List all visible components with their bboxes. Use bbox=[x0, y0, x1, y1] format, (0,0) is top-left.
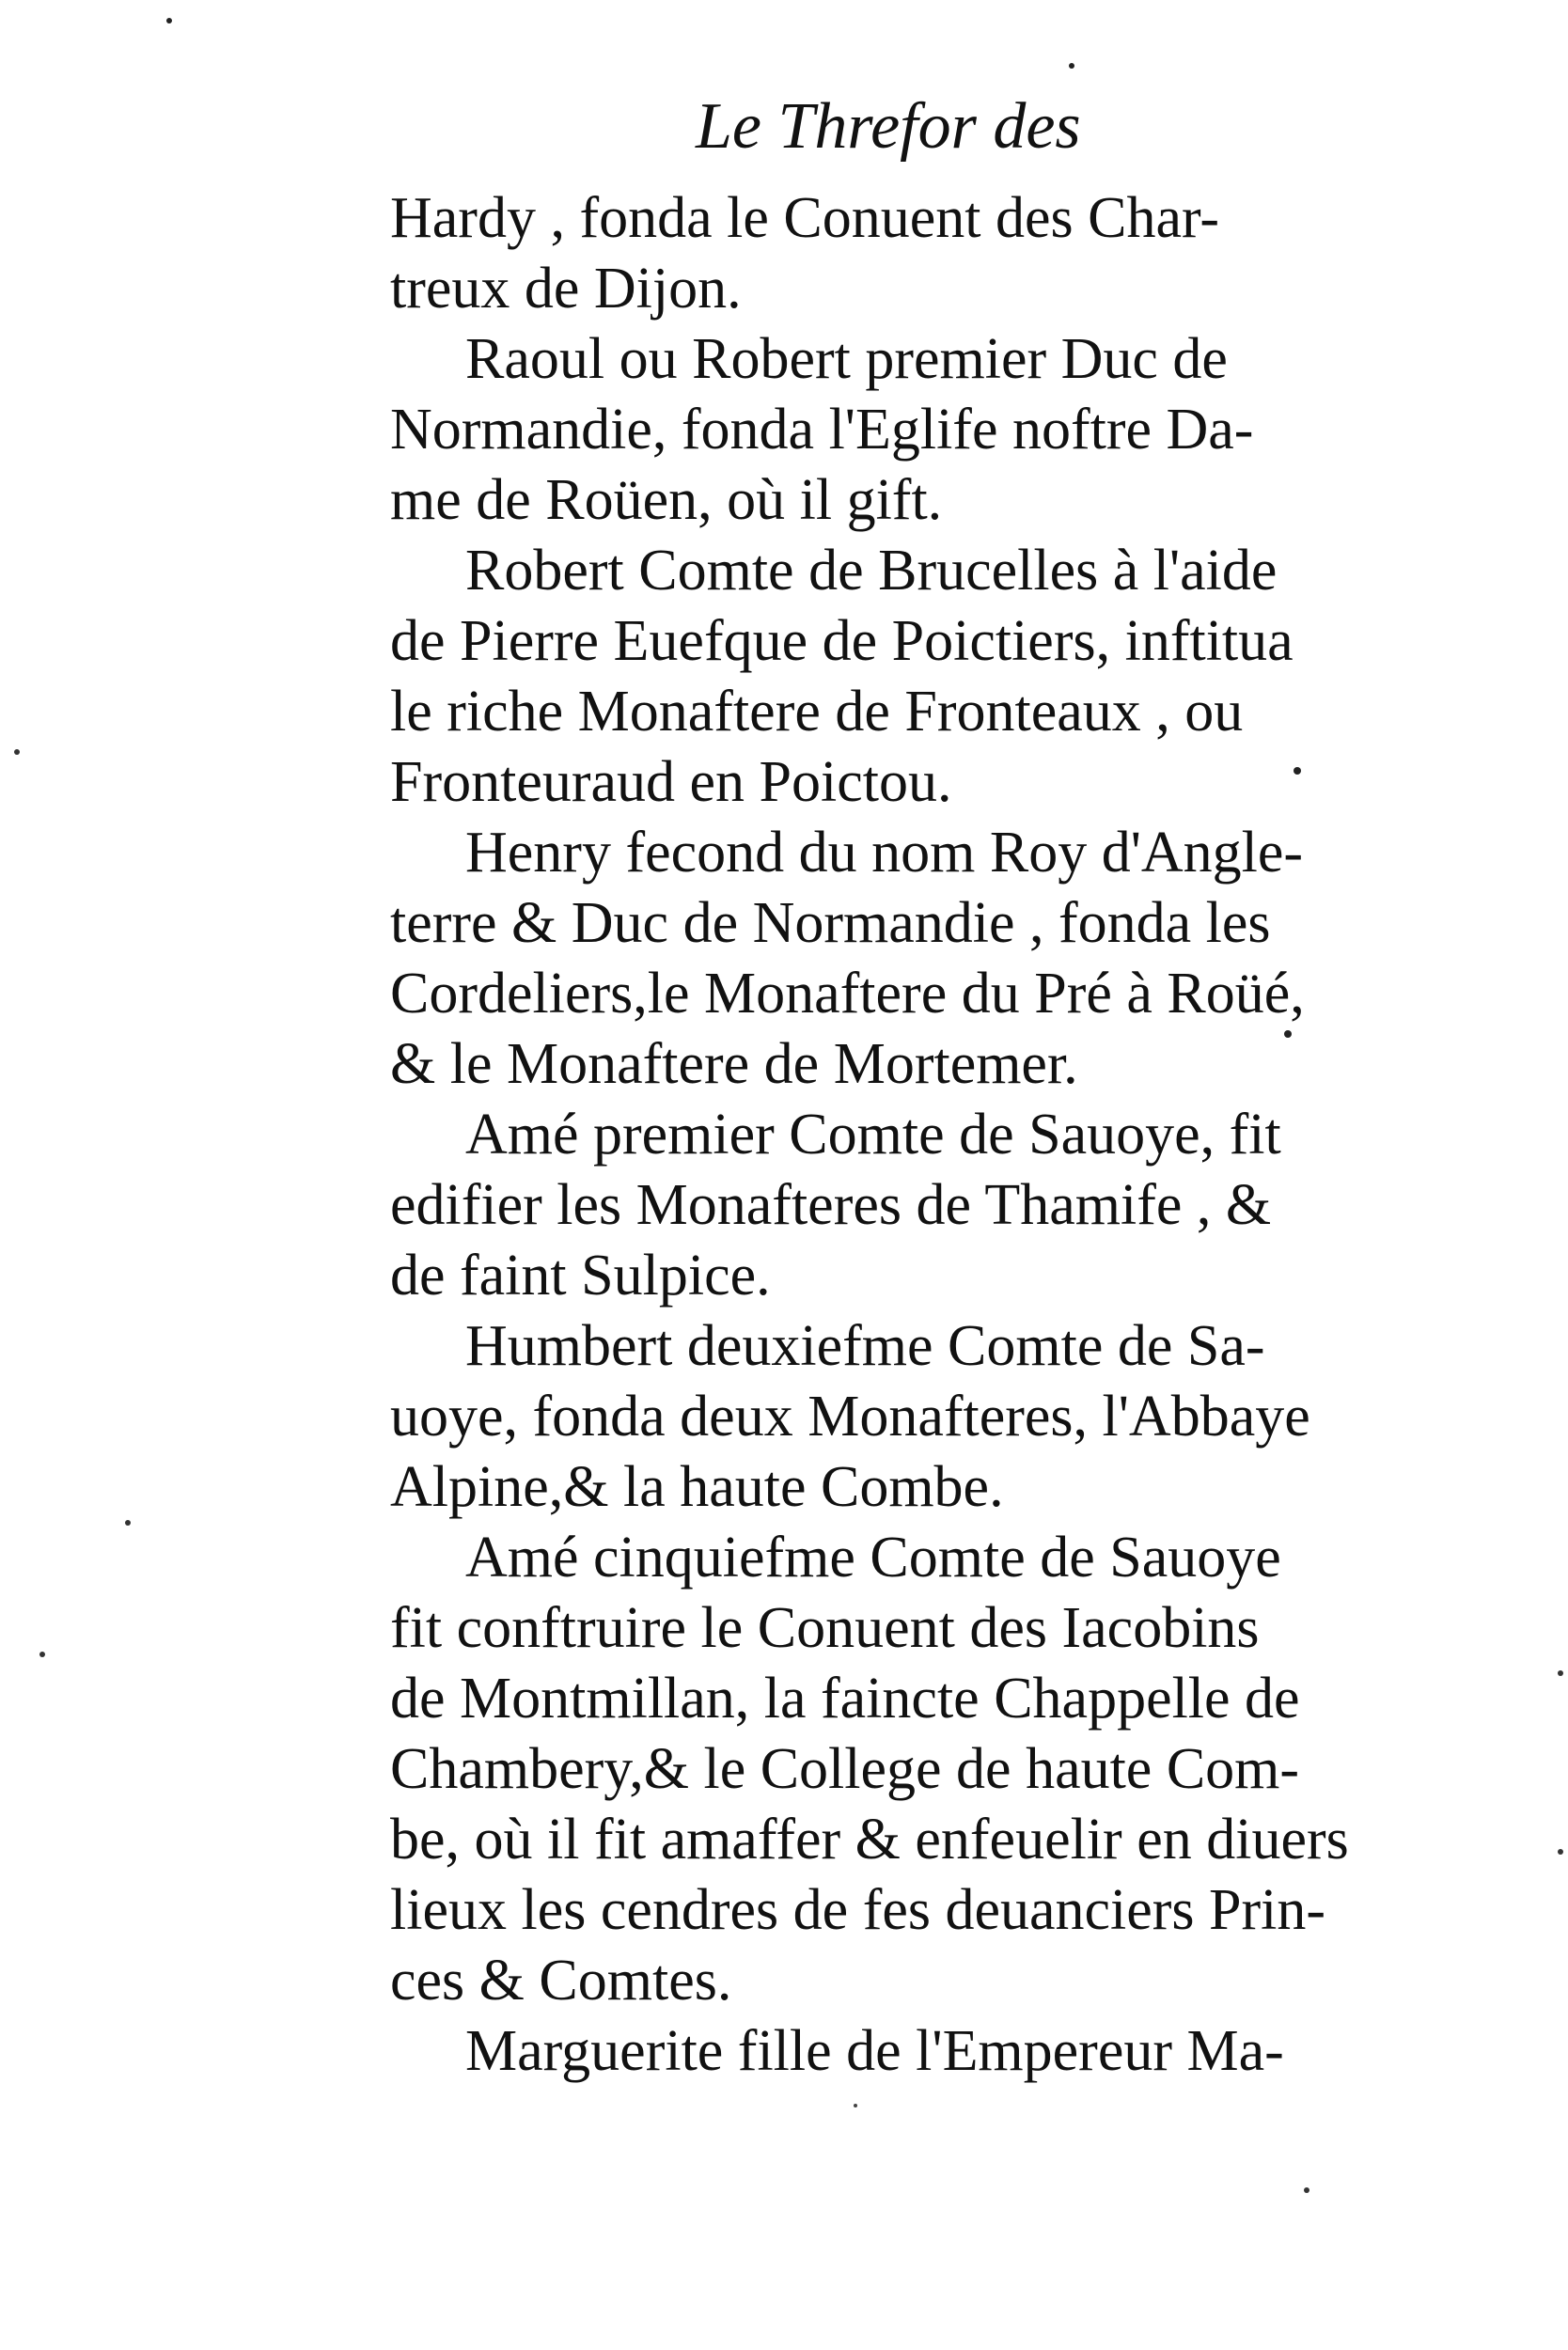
text-line: uoye, fonda deux Monafteres, l'Abbaye bbox=[390, 1385, 1310, 1449]
text-line: Cordeliers,le Monaftere du Pré à Roüé, bbox=[390, 962, 1305, 1026]
text-line: fit conftruire le Conuent des Iacobins bbox=[390, 1596, 1260, 1660]
text-line: Fronteuraud en Poictou. bbox=[390, 750, 952, 814]
text-line: de Montmillan, la faincte Chappelle de bbox=[390, 1667, 1300, 1731]
text-line: terre & Duc de Normandie , fonda les bbox=[390, 891, 1271, 955]
ink-speck bbox=[1558, 1849, 1563, 1855]
ink-speck bbox=[1069, 63, 1074, 69]
body-text bbox=[390, 183, 1415, 2087]
text-line: ces & Comtes. bbox=[390, 1949, 732, 2013]
text-line: Humbert deuxiefme Comte de Sa- bbox=[465, 1314, 1265, 1378]
text-line: Alpine,& la haute Combe. bbox=[390, 1455, 1004, 1519]
text-line: lieux les cendres de fes deuanciers Prin- bbox=[390, 1878, 1326, 1942]
ink-speck bbox=[14, 749, 20, 755]
text-line: Hardy , fonda le Conuent des Char- bbox=[390, 186, 1220, 250]
text-line: Amé cinquiefme Comte de Sauoye bbox=[465, 1526, 1281, 1590]
text-line: Chambery,& le College de haute Com- bbox=[390, 1737, 1300, 1801]
ink-speck bbox=[1304, 2187, 1309, 2193]
text-line: Robert Comte de Brucelles à l'aide bbox=[465, 539, 1278, 603]
text-line: le riche Monaftere de Fronteaux , ou bbox=[390, 680, 1244, 744]
text-line: & le Monaftere de Mortemer. bbox=[390, 1032, 1078, 1096]
ink-speck bbox=[854, 2104, 857, 2107]
running-head: Le Threfor des bbox=[696, 90, 1081, 163]
text-line: Raoul ou Robert premier Duc de bbox=[465, 327, 1228, 391]
text-line: edifier les Monafteres de Thamife , & bbox=[390, 1173, 1272, 1237]
text-line: Amé premier Comte de Sauoye, fit bbox=[465, 1103, 1281, 1167]
ink-speck bbox=[39, 1652, 45, 1657]
text-line: treux de Dijon. bbox=[390, 257, 742, 321]
ink-speck bbox=[1558, 1670, 1563, 1676]
text-line: de Pierre Euefque de Poictiers, inftitua bbox=[390, 609, 1294, 673]
ink-speck bbox=[125, 1520, 131, 1526]
text-line: Normandie, fonda l'Eglife noftre Da- bbox=[390, 398, 1254, 462]
text-line: de faint Sulpice. bbox=[390, 1244, 771, 1308]
text-line: Marguerite fille de l'Empereur Ma- bbox=[465, 2019, 1284, 2083]
text-line: Henry fecond du nom Roy d'Angle- bbox=[465, 821, 1304, 885]
ink-speck bbox=[166, 18, 172, 24]
text-line: be, où il fit amaffer & enfeuelir en diuers bbox=[390, 1808, 1349, 1872]
text-line: me de Roüen, où il gift. bbox=[390, 468, 943, 532]
